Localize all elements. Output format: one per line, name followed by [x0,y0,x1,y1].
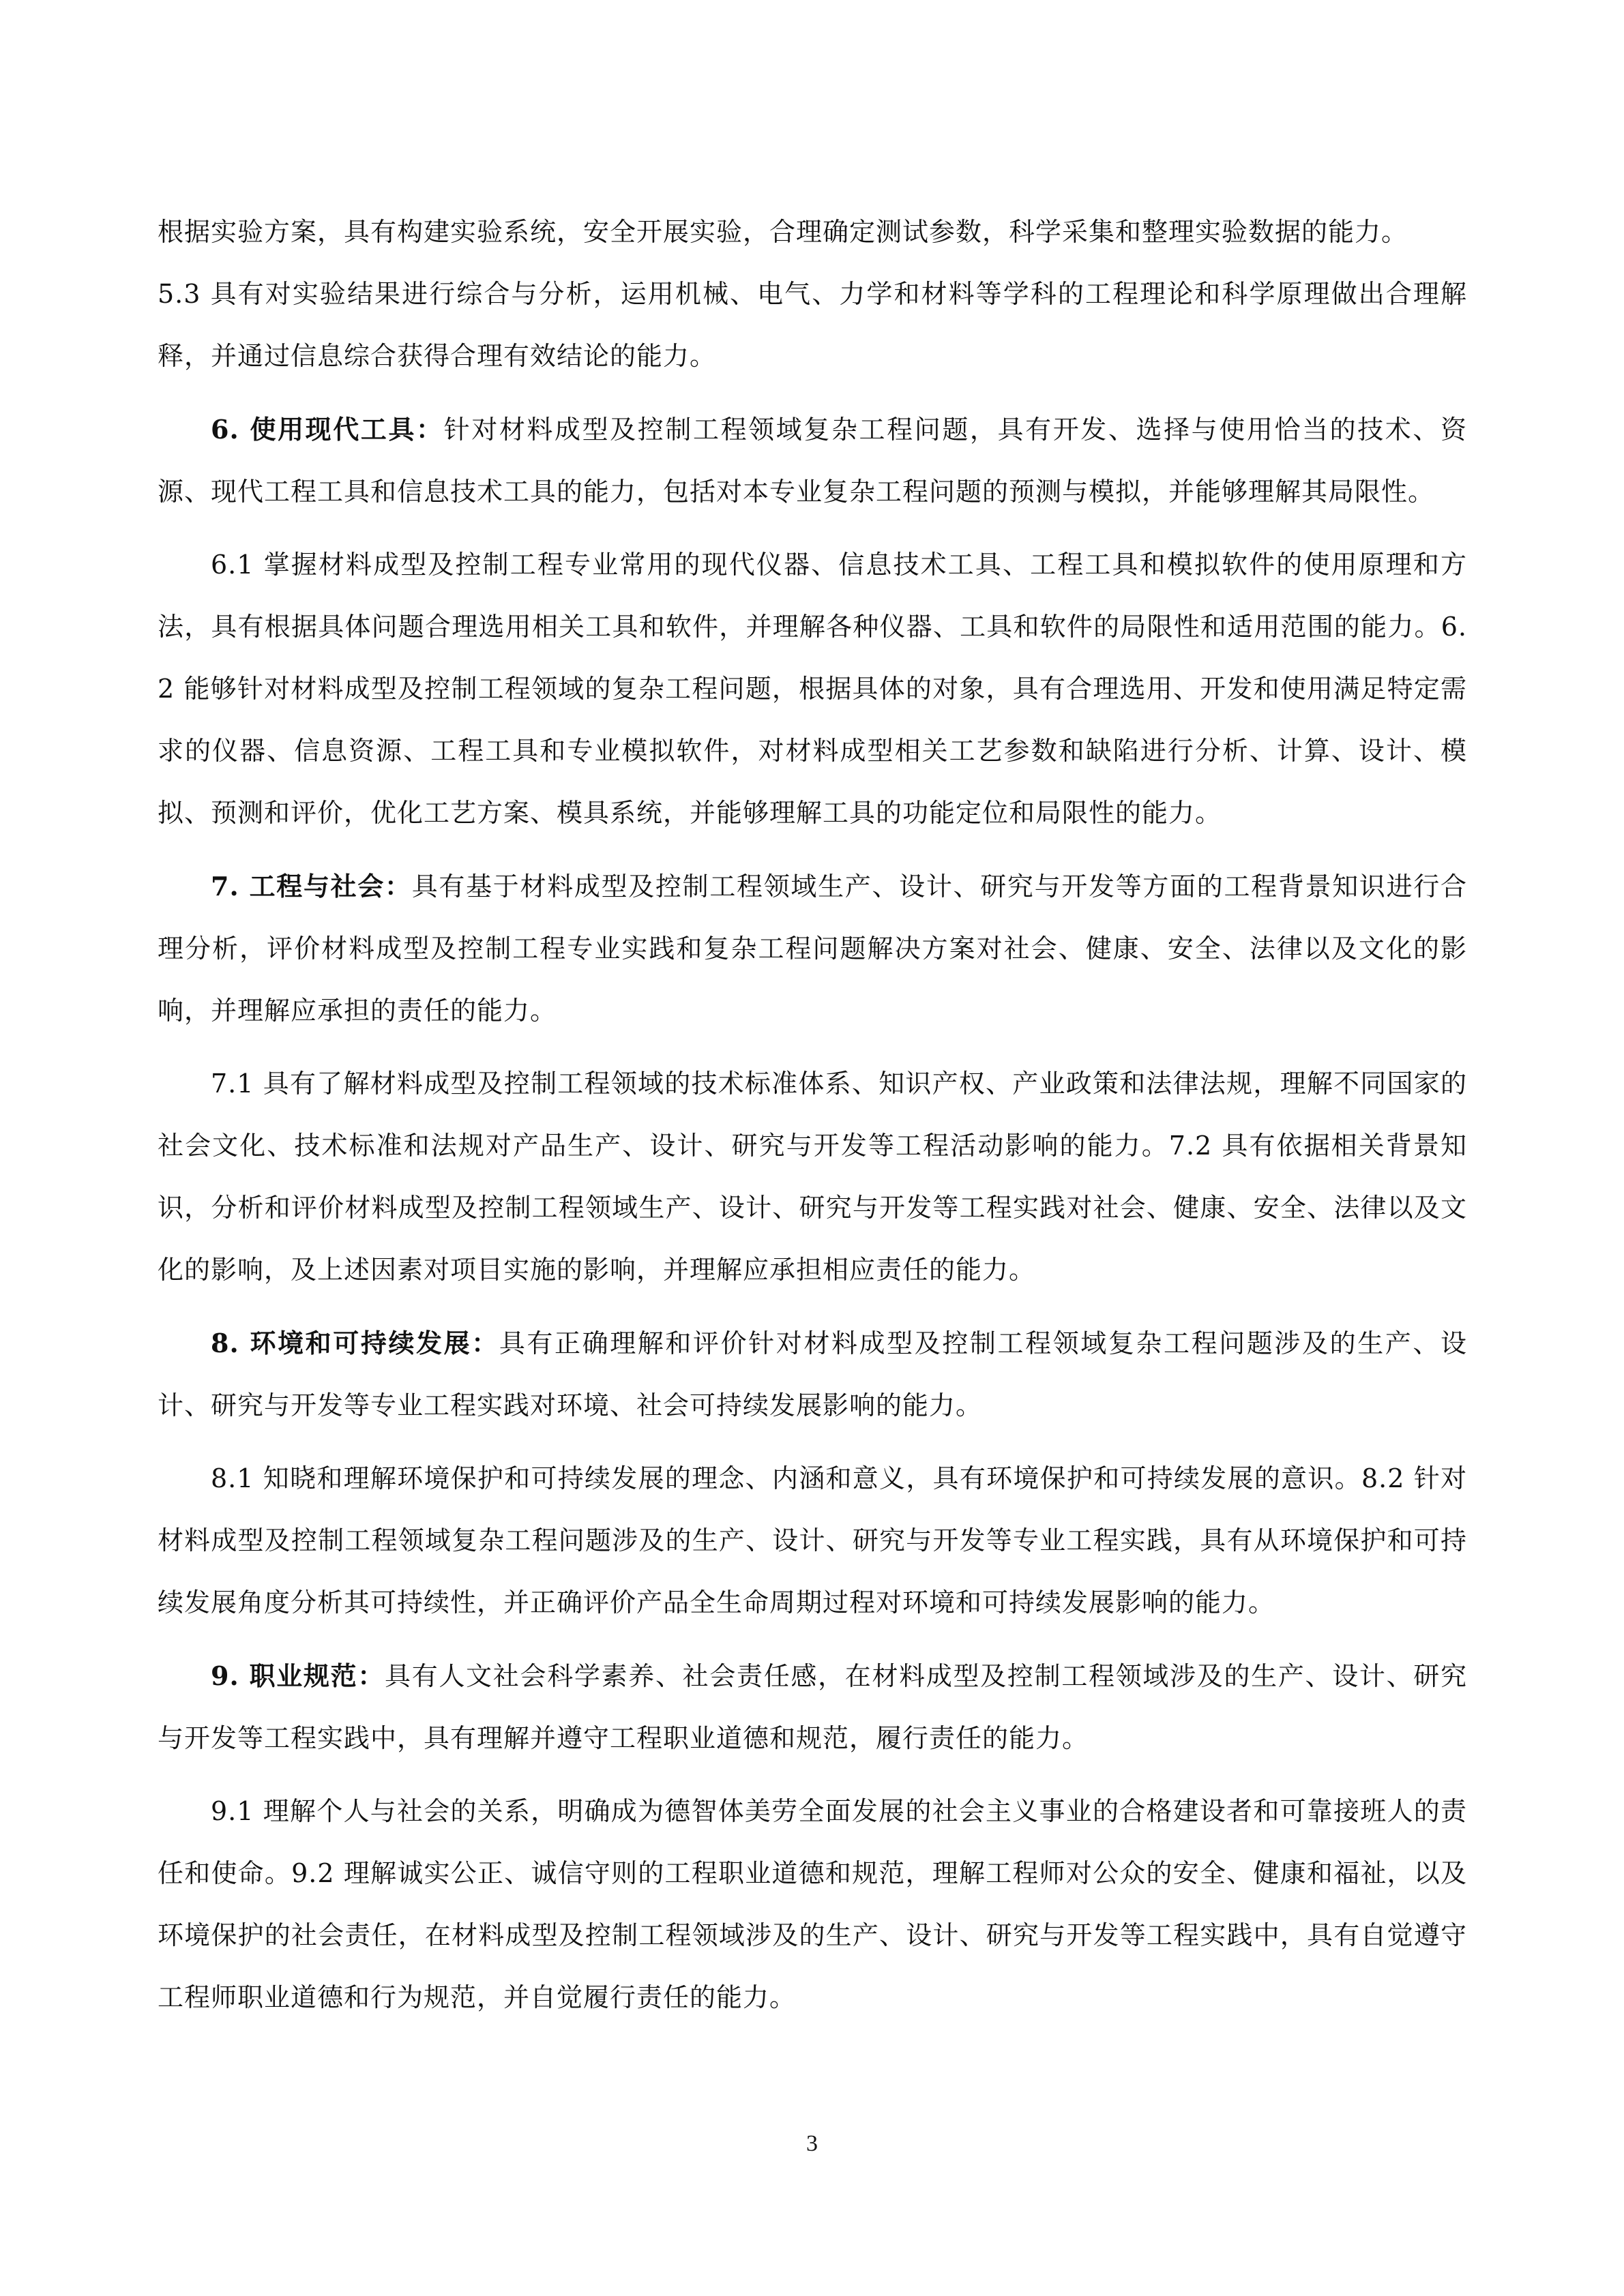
paragraph-6-1-6-2 [158,534,1467,844]
paragraph-text: 6.1 掌握材料成型及控制工程专业常用的现代仪器、信息技术工具、工程工具和模拟软件的使用原理和方法，具有根据具体问题合理选用相关工具和软件，并理解各种仪器、工具和软件的局限性和适用范围的能力。6.2 能够针对材料成型及控制工程领域的复杂工程问题，根据具体的对象，具有合理选用、开发和使用满足特定需求的仪器、信息资源、工程工具和专业模拟软件，对材料成型相关工艺参数和缺陷进行分析、计算、设计、模拟、预测和评价，优化工艺方案、模具系统，并能够理解工具的功能定位和局限性的能力。 [158,550,1467,828]
document-body [158,201,1467,2029]
paragraph-text: 7.1 具有了解材料成型及控制工程领域的技术标准体系、知识产权、产业政策和法律法规，理解不同国家的社会文化、技术标准和法规对产品生产、设计、研究与开发等工程活动影响的能力。7.2 具有依据相关背景知识，分析和评价材料成型及控制工程领域生产、设计、研究与开发等工程实践对社会、健康、安全、法律以及文化的影响，及上述因素对项目实施的影响，并理解应承担相应责任的能力。 [158,1069,1467,1285]
section-9-professional-norms [158,1645,1467,1770]
paragraph-text: 具有人文社会科学素养、社会责任感，在材料成型及控制工程领域涉及的生产、设计、研究与开发等工程实践中，具有理解并遵守工程职业道德和规范，履行责任的能力。 [158,1661,1467,1753]
paragraph-5-3 [158,263,1467,387]
paragraph-text: 5.3 具有对实验结果进行综合与分析，运用机械、电气、力学和材料等学科的工程理论和科学原理做出合理解释，并通过信息综合获得合理有效结论的能力。 [158,279,1467,371]
section-heading: 9. 职业规范： [211,1660,385,1691]
section-heading: 8. 环境和可持续发展： [211,1328,499,1358]
section-7-engineering-society [158,855,1467,1042]
section-heading: 7. 工程与社会： [211,871,412,901]
paragraph-text: 根据实验方案，具有构建实验系统，安全开展实验，合理确定测试参数，科学采集和整理实验数据的能力。 [158,217,1408,247]
section-6-modern-tools [158,398,1467,523]
section-8-environment [158,1312,1467,1437]
paragraph-8-1-8-2 [158,1448,1467,1634]
paragraph-text: 针对材料成型及控制工程领域复杂工程问题，具有开发、选择与使用恰当的技术、资源、现代工程工具和信息技术工具的能力，包括对本专业复杂工程问题的预测与模拟，并能够理解其局限性。 [158,415,1467,507]
paragraph-9-1-9-2 [158,1780,1467,2029]
paragraph-experiment-plan [158,201,1467,263]
page-number: 3 [806,2131,818,2156]
paragraph-text: 9.1 理解个人与社会的关系，明确成为德智体美劳全面发展的社会主义事业的合格建设者和可靠接班人的责任和使命。9.2 理解诚实公正、诚信守则的工程职业道德和规范，理解工程师对公众的安全、健康和福祉，以及环境保护的社会责任，在材料成型及控制工程领域涉及的生产、设计、研究与开发等工程实践中，具有自觉遵守工程师职业道德和行为规范，并自觉履行责任的能力。 [158,1796,1467,2012]
paragraph-text: 8.1 知晓和理解环境保护和可持续发展的理念、内涵和意义，具有环境保护和可持续发展的意识。8.2 针对材料成型及控制工程领域复杂工程问题涉及的生产、设计、研究与开发等专业工程实践，具有从环境保护和可持续发展角度分析其可持续性，并正确评价产品全生命周期过程对环境和可持续发展影响的能力。 [158,1463,1467,1617]
paragraph-text: 具有基于材料成型及控制工程领域生产、设计、研究与开发等方面的工程背景知识进行合理分析，评价材料成型及控制工程专业实践和复杂工程问题解决方案对社会、健康、安全、法律以及文化的影响，并理解应承担的责任的能力。 [158,871,1467,1026]
paragraph-text: 具有正确理解和评价针对材料成型及控制工程领域复杂工程问题涉及的生产、设计、研究与开发等专业工程实践对环境、社会可持续发展影响的能力。 [158,1328,1467,1420]
paragraph-7-1-7-2 [158,1053,1467,1301]
section-heading: 6. 使用现代工具： [211,414,444,445]
